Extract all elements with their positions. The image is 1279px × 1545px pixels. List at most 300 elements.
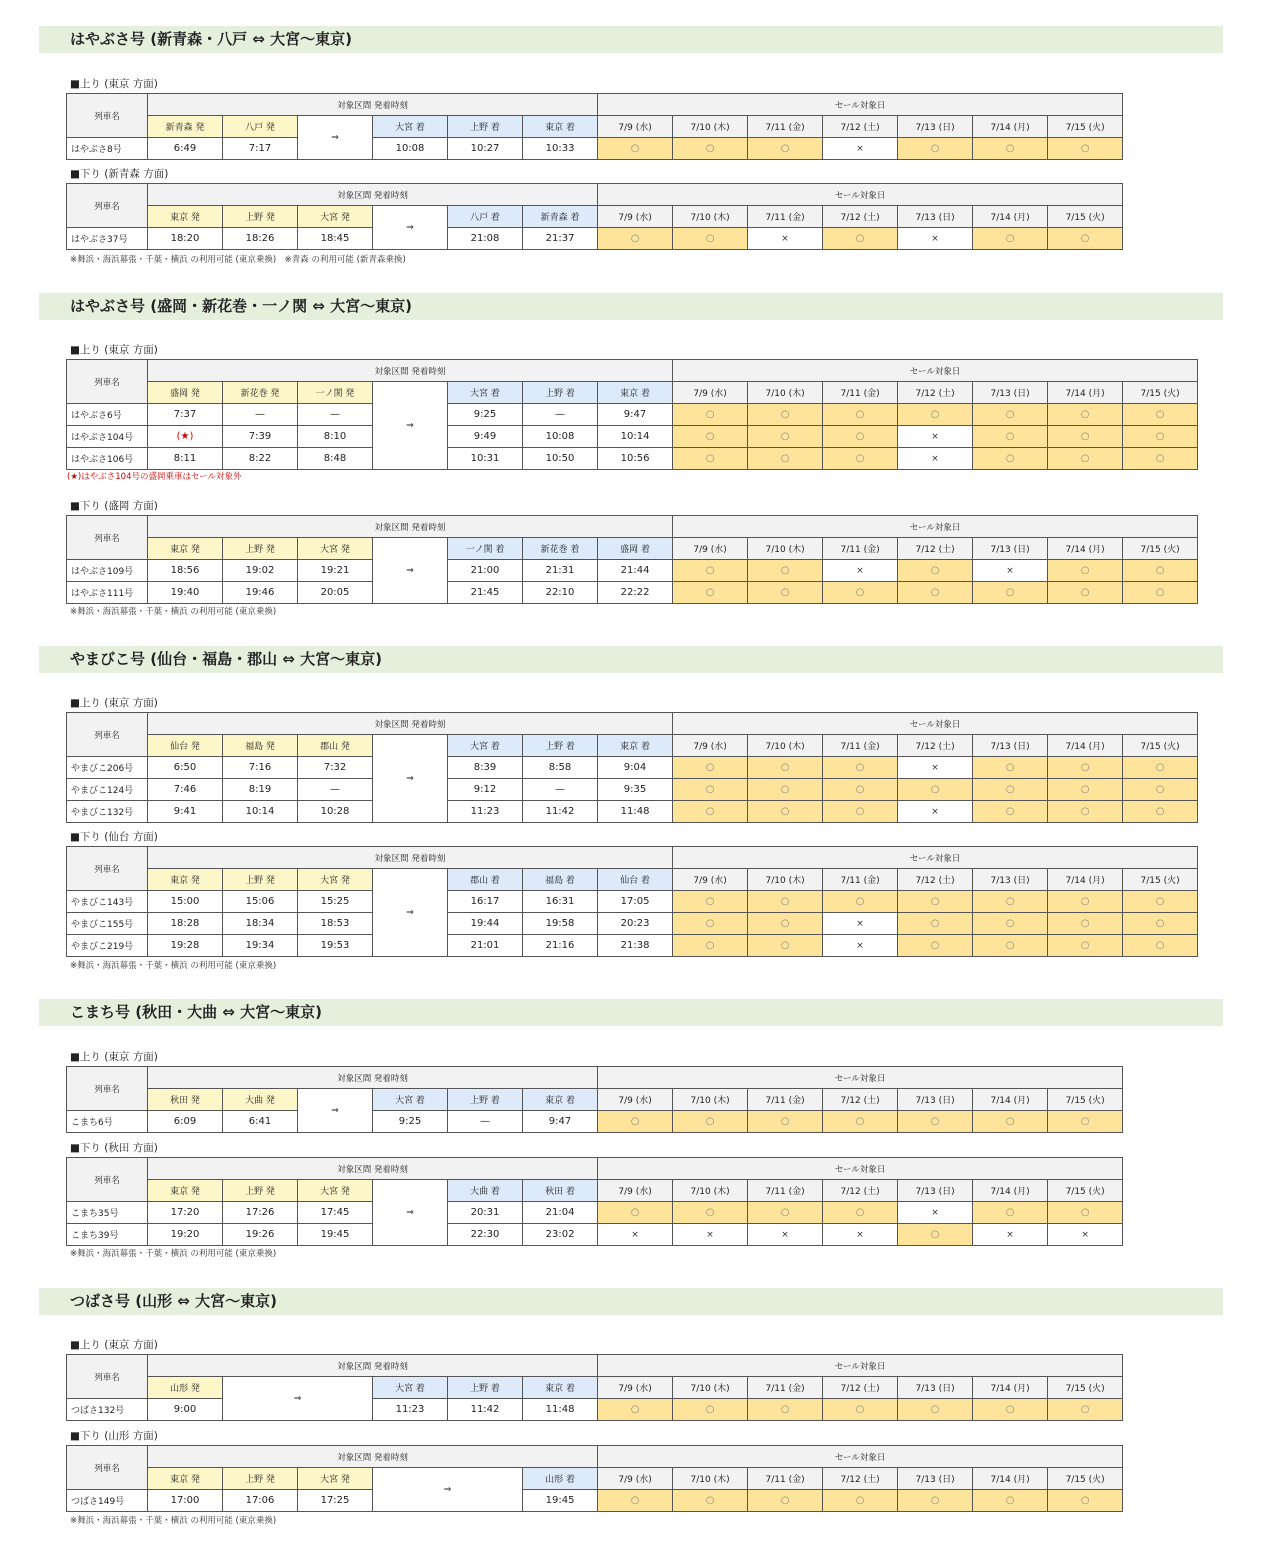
departure-time: 18:26	[223, 228, 298, 250]
sale-available-mark: ○	[673, 138, 748, 160]
arrival-time: 21:16	[523, 935, 598, 957]
sale-available-mark: ○	[973, 891, 1048, 913]
section-title: つばさ号 (山形 ⇔ 大宮〜東京)	[39, 1288, 1223, 1315]
sale-date-header: 7/12 (土)	[823, 206, 898, 228]
time-group-header: 対象区間 発着時刻	[148, 94, 598, 116]
time-group-header: 対象区間 発着時刻	[148, 1158, 598, 1180]
sale-group-header: セール対象日	[598, 1446, 1123, 1468]
sale-available-mark: ○	[598, 138, 673, 160]
departure-time: 20:05	[298, 582, 373, 604]
train-name: はやぶさ106号	[67, 448, 148, 470]
sale-available-mark: ○	[748, 138, 823, 160]
direction-label: ■上り (東京 方面)	[70, 344, 158, 356]
sale-unavailable-mark: ×	[823, 1224, 898, 1246]
sale-date-header: 7/14 (月)	[973, 1468, 1048, 1490]
sale-available-mark: ○	[673, 935, 748, 957]
sale-available-mark: ○	[1048, 801, 1123, 823]
sale-unavailable-mark: ×	[898, 1202, 973, 1224]
arrival-time: 19:58	[523, 913, 598, 935]
sale-available-mark: ○	[1048, 935, 1123, 957]
departure-time: 9:00	[148, 1399, 223, 1421]
time-group-header: 対象区間 発着時刻	[148, 1067, 598, 1089]
timetable	[66, 1445, 1123, 1512]
direction-label: ■下り (秋田 方面)	[70, 1142, 158, 1154]
sale-available-mark: ○	[898, 891, 973, 913]
sale-date-header: 7/12 (土)	[898, 538, 973, 560]
departure-station-header: 八戸 発	[223, 116, 298, 138]
arrival-station-header: 大宮 着	[373, 1089, 448, 1111]
train-name-header: 列車名	[67, 360, 148, 404]
sale-available-mark: ○	[673, 913, 748, 935]
header-row	[67, 1468, 1123, 1490]
sale-available-mark: ○	[1123, 801, 1198, 823]
sale-date-header: 7/15 (火)	[1123, 869, 1198, 891]
sale-available-mark: ○	[1123, 426, 1198, 448]
arrival-station-header: 大宮 着	[373, 1377, 448, 1399]
departure-time: 17:20	[148, 1202, 223, 1224]
sale-date-header: 7/12 (土)	[898, 382, 973, 404]
footnote: ※舞浜・海浜幕張・千葉・横浜 の利用可能 (東京乗換)	[70, 1249, 277, 1259]
arrival-time: 21:00	[448, 560, 523, 582]
arrival-time: 21:04	[523, 1202, 598, 1224]
departure-time: 6:49	[148, 138, 223, 160]
sale-unavailable-mark: ×	[898, 228, 973, 250]
arrival-time: 8:58	[523, 757, 598, 779]
sale-available-mark: ○	[823, 1111, 898, 1133]
departure-time: 6:09	[148, 1111, 223, 1133]
train-name-header: 列車名	[67, 1355, 148, 1399]
sale-date-header: 7/15 (火)	[1048, 1377, 1123, 1399]
departure-station-header: 上野 発	[223, 1180, 298, 1202]
sale-available-mark: ○	[1123, 560, 1198, 582]
departure-time: 19:21	[298, 560, 373, 582]
arrival-time: —	[523, 404, 598, 426]
sale-date-header: 7/14 (月)	[973, 116, 1048, 138]
sale-available-mark: ○	[673, 891, 748, 913]
departure-time: 17:45	[298, 1202, 373, 1224]
timetable	[66, 359, 1198, 470]
sale-date-header: 7/13 (日)	[898, 1377, 973, 1399]
time-group-header: 対象区間 発着時刻	[148, 516, 673, 538]
sale-available-mark: ○	[823, 448, 898, 470]
sale-available-mark: ○	[898, 138, 973, 160]
sale-unavailable-mark: ×	[748, 228, 823, 250]
arrival-time: 16:17	[448, 891, 523, 913]
departure-time: 18:45	[298, 228, 373, 250]
sale-date-header: 7/14 (月)	[1048, 869, 1123, 891]
train-name: やまびこ155号	[67, 913, 148, 935]
sale-date-header: 7/10 (木)	[673, 116, 748, 138]
arrival-time: 21:37	[523, 228, 598, 250]
departure-time: 17:26	[223, 1202, 298, 1224]
arrival-time: 9:12	[448, 779, 523, 801]
sale-date-header: 7/15 (火)	[1048, 1468, 1123, 1490]
sale-date-header: 7/12 (土)	[823, 1089, 898, 1111]
departure-time: 17:00	[148, 1490, 223, 1512]
sale-date-header: 7/14 (月)	[973, 1180, 1048, 1202]
train-row	[67, 1202, 1123, 1224]
sale-date-header: 7/9 (水)	[598, 1180, 673, 1202]
header-row	[67, 94, 1123, 116]
direction-label: ■下り (仙台 方面)	[70, 831, 158, 843]
train-row	[67, 801, 1198, 823]
arrival-time: 9:35	[598, 779, 673, 801]
sale-group-header: セール対象日	[673, 713, 1198, 735]
sale-available-mark: ○	[1123, 779, 1198, 801]
sale-date-header: 7/9 (水)	[598, 1377, 673, 1399]
departure-time: —	[298, 779, 373, 801]
sale-available-mark: ○	[1123, 935, 1198, 957]
train-name: はやぶさ111号	[67, 582, 148, 604]
sale-available-mark: ○	[1048, 757, 1123, 779]
arrival-time: 22:22	[598, 582, 673, 604]
sale-available-mark: ○	[748, 913, 823, 935]
departure-time: 17:06	[223, 1490, 298, 1512]
arrival-time: 9:04	[598, 757, 673, 779]
sale-available-mark: ○	[823, 891, 898, 913]
sale-date-header: 7/13 (日)	[973, 735, 1048, 757]
sale-unavailable-mark: ×	[823, 138, 898, 160]
departure-time: 10:28	[298, 801, 373, 823]
header-row	[67, 116, 1123, 138]
sale-available-mark: ○	[673, 801, 748, 823]
arrival-time: 10:27	[448, 138, 523, 160]
arrival-station-header: 東京 着	[598, 382, 673, 404]
departure-station-header: 盛岡 発	[148, 382, 223, 404]
sale-available-mark: ○	[973, 448, 1048, 470]
arrival-station-header: 八戸 着	[448, 206, 523, 228]
departure-station-header: 大宮 発	[298, 206, 373, 228]
sale-available-mark: ○	[823, 582, 898, 604]
sale-available-mark: ○	[1048, 1490, 1123, 1512]
arrival-station-header: 上野 着	[523, 735, 598, 757]
timetable	[66, 712, 1198, 823]
exclusion-note: (★)はやぶさ104号の盛岡乗車はセール対象外	[67, 472, 242, 482]
arrival-station-header: 東京 着	[523, 116, 598, 138]
sale-date-header: 7/15 (火)	[1048, 206, 1123, 228]
sale-available-mark: ○	[973, 779, 1048, 801]
departure-time: 8:10	[298, 426, 373, 448]
arrival-time: 20:31	[448, 1202, 523, 1224]
train-row	[67, 404, 1198, 426]
train-row	[67, 1224, 1123, 1246]
sale-available-mark: ○	[973, 801, 1048, 823]
sale-unavailable-mark: ×	[1048, 1224, 1123, 1246]
arrival-time: 11:48	[523, 1399, 598, 1421]
arrival-time: 10:50	[523, 448, 598, 470]
time-group-header: 対象区間 発着時刻	[148, 1446, 598, 1468]
sale-date-header: 7/9 (水)	[673, 538, 748, 560]
departure-time: 7:17	[223, 138, 298, 160]
sale-date-header: 7/13 (日)	[973, 538, 1048, 560]
arrival-station-header: 秋田 着	[523, 1180, 598, 1202]
sale-available-mark: ○	[748, 1202, 823, 1224]
direction-label: ■上り (東京 方面)	[70, 78, 158, 90]
train-row	[67, 913, 1198, 935]
sale-date-header: 7/13 (日)	[898, 1468, 973, 1490]
sale-group-header: セール対象日	[673, 847, 1198, 869]
sale-available-mark: ○	[1123, 913, 1198, 935]
header-row	[67, 869, 1198, 891]
sale-available-mark: ○	[973, 582, 1048, 604]
header-row	[67, 516, 1198, 538]
sale-available-mark: ○	[823, 404, 898, 426]
footnote: ※舞浜・海浜幕張・千葉・横浜 の利用可能 (東京乗換)	[70, 607, 277, 617]
sale-group-header: セール対象日	[598, 1067, 1123, 1089]
sale-available-mark: ○	[1048, 228, 1123, 250]
arrival-station-header: 仙台 着	[598, 869, 673, 891]
sale-available-mark: ○	[898, 1490, 973, 1512]
train-name: はやぶさ6号	[67, 404, 148, 426]
departure-time: 19:34	[223, 935, 298, 957]
sale-available-mark: ○	[1048, 404, 1123, 426]
train-name: はやぶさ109号	[67, 560, 148, 582]
sale-date-header: 7/11 (金)	[823, 869, 898, 891]
departure-station-header: 東京 発	[148, 1468, 223, 1490]
sale-date-header: 7/9 (水)	[598, 116, 673, 138]
arrival-time: 10:56	[598, 448, 673, 470]
sale-available-mark: ○	[748, 757, 823, 779]
arrival-time: 9:47	[523, 1111, 598, 1133]
sale-available-mark: ○	[748, 1111, 823, 1133]
sale-date-header: 7/10 (木)	[748, 382, 823, 404]
train-name-header: 列車名	[67, 1158, 148, 1202]
sale-available-mark: ○	[748, 891, 823, 913]
sale-date-header: 7/9 (水)	[598, 206, 673, 228]
departure-time: 19:26	[223, 1224, 298, 1246]
sale-date-header: 7/14 (月)	[1048, 735, 1123, 757]
sale-available-mark: ○	[823, 1399, 898, 1421]
sale-available-mark: ○	[1048, 1202, 1123, 1224]
arrival-time: 8:39	[448, 757, 523, 779]
header-row	[67, 1180, 1123, 1202]
sale-available-mark: ○	[898, 582, 973, 604]
arrival-time: 10:08	[373, 138, 448, 160]
departure-station-header: 郡山 発	[298, 735, 373, 757]
header-row	[67, 713, 1198, 735]
sale-unavailable-mark: ×	[898, 757, 973, 779]
sale-date-header: 7/12 (土)	[898, 735, 973, 757]
sale-date-header: 7/9 (水)	[673, 382, 748, 404]
train-row	[67, 448, 1198, 470]
sale-available-mark: ○	[973, 757, 1048, 779]
sale-available-mark: ○	[673, 560, 748, 582]
timetable	[66, 515, 1198, 604]
arrival-time: 16:31	[523, 891, 598, 913]
sale-date-header: 7/14 (月)	[973, 1377, 1048, 1399]
train-name: はやぶさ8号	[67, 138, 148, 160]
arrival-time: 9:25	[448, 404, 523, 426]
sale-date-header: 7/10 (木)	[673, 1180, 748, 1202]
train-row	[67, 779, 1198, 801]
departure-time: 18:56	[148, 560, 223, 582]
sale-available-mark: ○	[898, 1224, 973, 1246]
departure-station-header: 大宮 発	[298, 869, 373, 891]
sale-available-mark: ○	[673, 1399, 748, 1421]
departure-time: 19:53	[298, 935, 373, 957]
sale-available-mark: ○	[1048, 138, 1123, 160]
sale-available-mark: ○	[673, 1111, 748, 1133]
sale-unavailable-mark: ×	[973, 1224, 1048, 1246]
sale-date-header: 7/11 (金)	[748, 1089, 823, 1111]
sale-available-mark: ○	[673, 779, 748, 801]
sale-available-mark: ○	[898, 560, 973, 582]
arrival-time: 19:45	[523, 1490, 598, 1512]
sale-available-mark: ○	[1048, 1111, 1123, 1133]
sale-available-mark: ○	[673, 228, 748, 250]
train-name-header: 列車名	[67, 184, 148, 228]
sale-date-header: 7/14 (月)	[1048, 538, 1123, 560]
sale-available-mark: ○	[823, 426, 898, 448]
arrival-station-header: 新花巻 着	[523, 538, 598, 560]
departure-time: (★)	[148, 426, 223, 448]
arrival-time: —	[448, 1111, 523, 1133]
sale-unavailable-mark: ×	[973, 560, 1048, 582]
departure-time: 18:20	[148, 228, 223, 250]
sale-unavailable-mark: ×	[823, 935, 898, 957]
sale-date-header: 7/13 (日)	[898, 116, 973, 138]
departure-time: 8:19	[223, 779, 298, 801]
sale-available-mark: ○	[748, 404, 823, 426]
arrow-icon: ⇒	[298, 116, 373, 160]
sale-available-mark: ○	[1048, 779, 1123, 801]
sale-available-mark: ○	[673, 582, 748, 604]
sale-available-mark: ○	[1048, 891, 1123, 913]
section-title: こまち号 (秋田・大曲 ⇔ 大宮〜東京)	[39, 999, 1223, 1026]
section-title: はやぶさ号 (新青森・八戸 ⇔ 大宮〜東京)	[39, 26, 1223, 53]
arrival-station-header: 上野 着	[448, 116, 523, 138]
departure-station-header: 東京 発	[148, 1180, 223, 1202]
sale-available-mark: ○	[973, 913, 1048, 935]
departure-time: 19:02	[223, 560, 298, 582]
arrival-station-header: 上野 着	[448, 1377, 523, 1399]
train-name-header: 列車名	[67, 847, 148, 891]
sale-date-header: 7/13 (日)	[898, 206, 973, 228]
train-row	[67, 1111, 1123, 1133]
sale-date-header: 7/11 (金)	[823, 382, 898, 404]
departure-station-header: 新花巻 発	[223, 382, 298, 404]
departure-time: 7:32	[298, 757, 373, 779]
arrival-time: 11:42	[448, 1399, 523, 1421]
sale-available-mark: ○	[748, 779, 823, 801]
sale-available-mark: ○	[973, 1111, 1048, 1133]
departure-time: 18:34	[223, 913, 298, 935]
sale-group-header: セール対象日	[673, 516, 1198, 538]
arrow-icon: ⇒	[373, 538, 448, 604]
sale-available-mark: ○	[823, 757, 898, 779]
train-name: やまびこ219号	[67, 935, 148, 957]
arrival-station-header: 盛岡 着	[598, 538, 673, 560]
departure-time: 17:25	[298, 1490, 373, 1512]
sale-available-mark: ○	[823, 779, 898, 801]
sale-date-header: 7/10 (木)	[673, 1468, 748, 1490]
sale-unavailable-mark: ×	[598, 1224, 673, 1246]
train-name: やまびこ206号	[67, 757, 148, 779]
header-row	[67, 1067, 1123, 1089]
arrow-icon: ⇒	[373, 1180, 448, 1246]
arrival-station-header: 一ノ関 着	[448, 538, 523, 560]
sale-date-header: 7/13 (日)	[898, 1089, 973, 1111]
arrow-icon: ⇒	[373, 1468, 523, 1512]
section-title: やまびこ号 (仙台・福島・郡山 ⇔ 大宮〜東京)	[39, 646, 1223, 673]
departure-time: 15:00	[148, 891, 223, 913]
header-row	[67, 538, 1198, 560]
sale-date-header: 7/11 (金)	[748, 206, 823, 228]
departure-station-header: 東京 発	[148, 206, 223, 228]
sale-date-header: 7/14 (月)	[973, 1089, 1048, 1111]
header-row	[67, 1446, 1123, 1468]
timetable	[66, 846, 1198, 957]
sale-date-header: 7/12 (土)	[823, 1377, 898, 1399]
sale-available-mark: ○	[1123, 582, 1198, 604]
arrival-time: 22:30	[448, 1224, 523, 1246]
sale-available-mark: ○	[823, 1490, 898, 1512]
departure-time: 18:53	[298, 913, 373, 935]
sale-date-header: 7/9 (水)	[673, 735, 748, 757]
train-row	[67, 426, 1198, 448]
departure-time: —	[298, 404, 373, 426]
departure-station-header: 上野 発	[223, 869, 298, 891]
arrival-time: 9:49	[448, 426, 523, 448]
sale-date-header: 7/15 (火)	[1123, 382, 1198, 404]
header-row	[67, 360, 1198, 382]
timetable	[66, 1157, 1123, 1246]
arrival-time: 21:45	[448, 582, 523, 604]
train-row	[67, 757, 1198, 779]
sale-available-mark: ○	[898, 404, 973, 426]
departure-time: 15:06	[223, 891, 298, 913]
header-row	[67, 206, 1123, 228]
arrival-station-header: 大宮 着	[373, 116, 448, 138]
arrival-time: 20:23	[598, 913, 673, 935]
departure-station-header: 福島 発	[223, 735, 298, 757]
sale-date-header: 7/10 (木)	[673, 206, 748, 228]
departure-station-header: 大宮 発	[298, 1180, 373, 1202]
departure-time: 19:20	[148, 1224, 223, 1246]
sale-available-mark: ○	[673, 404, 748, 426]
time-group-header: 対象区間 発着時刻	[148, 1355, 598, 1377]
header-row	[67, 1089, 1123, 1111]
sale-date-header: 7/11 (金)	[748, 1468, 823, 1490]
section-title: はやぶさ号 (盛岡・新花巻・一ノ関 ⇔ 大宮〜東京)	[39, 293, 1223, 320]
departure-station-header: 上野 発	[223, 538, 298, 560]
arrival-time: 21:38	[598, 935, 673, 957]
departure-time: —	[223, 404, 298, 426]
train-name: はやぶさ37号	[67, 228, 148, 250]
departure-station-header: 新青森 発	[148, 116, 223, 138]
departure-station-header: 上野 発	[223, 1468, 298, 1490]
sale-date-header: 7/10 (木)	[673, 1377, 748, 1399]
sale-group-header: セール対象日	[598, 184, 1123, 206]
sale-available-mark: ○	[973, 1202, 1048, 1224]
sale-available-mark: ○	[748, 560, 823, 582]
sale-available-mark: ○	[1048, 560, 1123, 582]
arrival-time: 11:42	[523, 801, 598, 823]
train-row	[67, 935, 1198, 957]
sale-group-header: セール対象日	[598, 1158, 1123, 1180]
train-name-header: 列車名	[67, 516, 148, 560]
sale-date-header: 7/10 (木)	[748, 735, 823, 757]
sale-available-mark: ○	[898, 935, 973, 957]
sale-available-mark: ○	[748, 1399, 823, 1421]
sale-date-header: 7/10 (木)	[748, 869, 823, 891]
timetable	[66, 1354, 1123, 1421]
footnote: ※舞浜・海浜幕張・千葉・横浜 の利用可能 (東京乗換)	[70, 1516, 277, 1526]
sale-available-mark: ○	[598, 1111, 673, 1133]
sale-available-mark: ○	[673, 448, 748, 470]
sale-unavailable-mark: ×	[673, 1224, 748, 1246]
sale-unavailable-mark: ×	[823, 560, 898, 582]
